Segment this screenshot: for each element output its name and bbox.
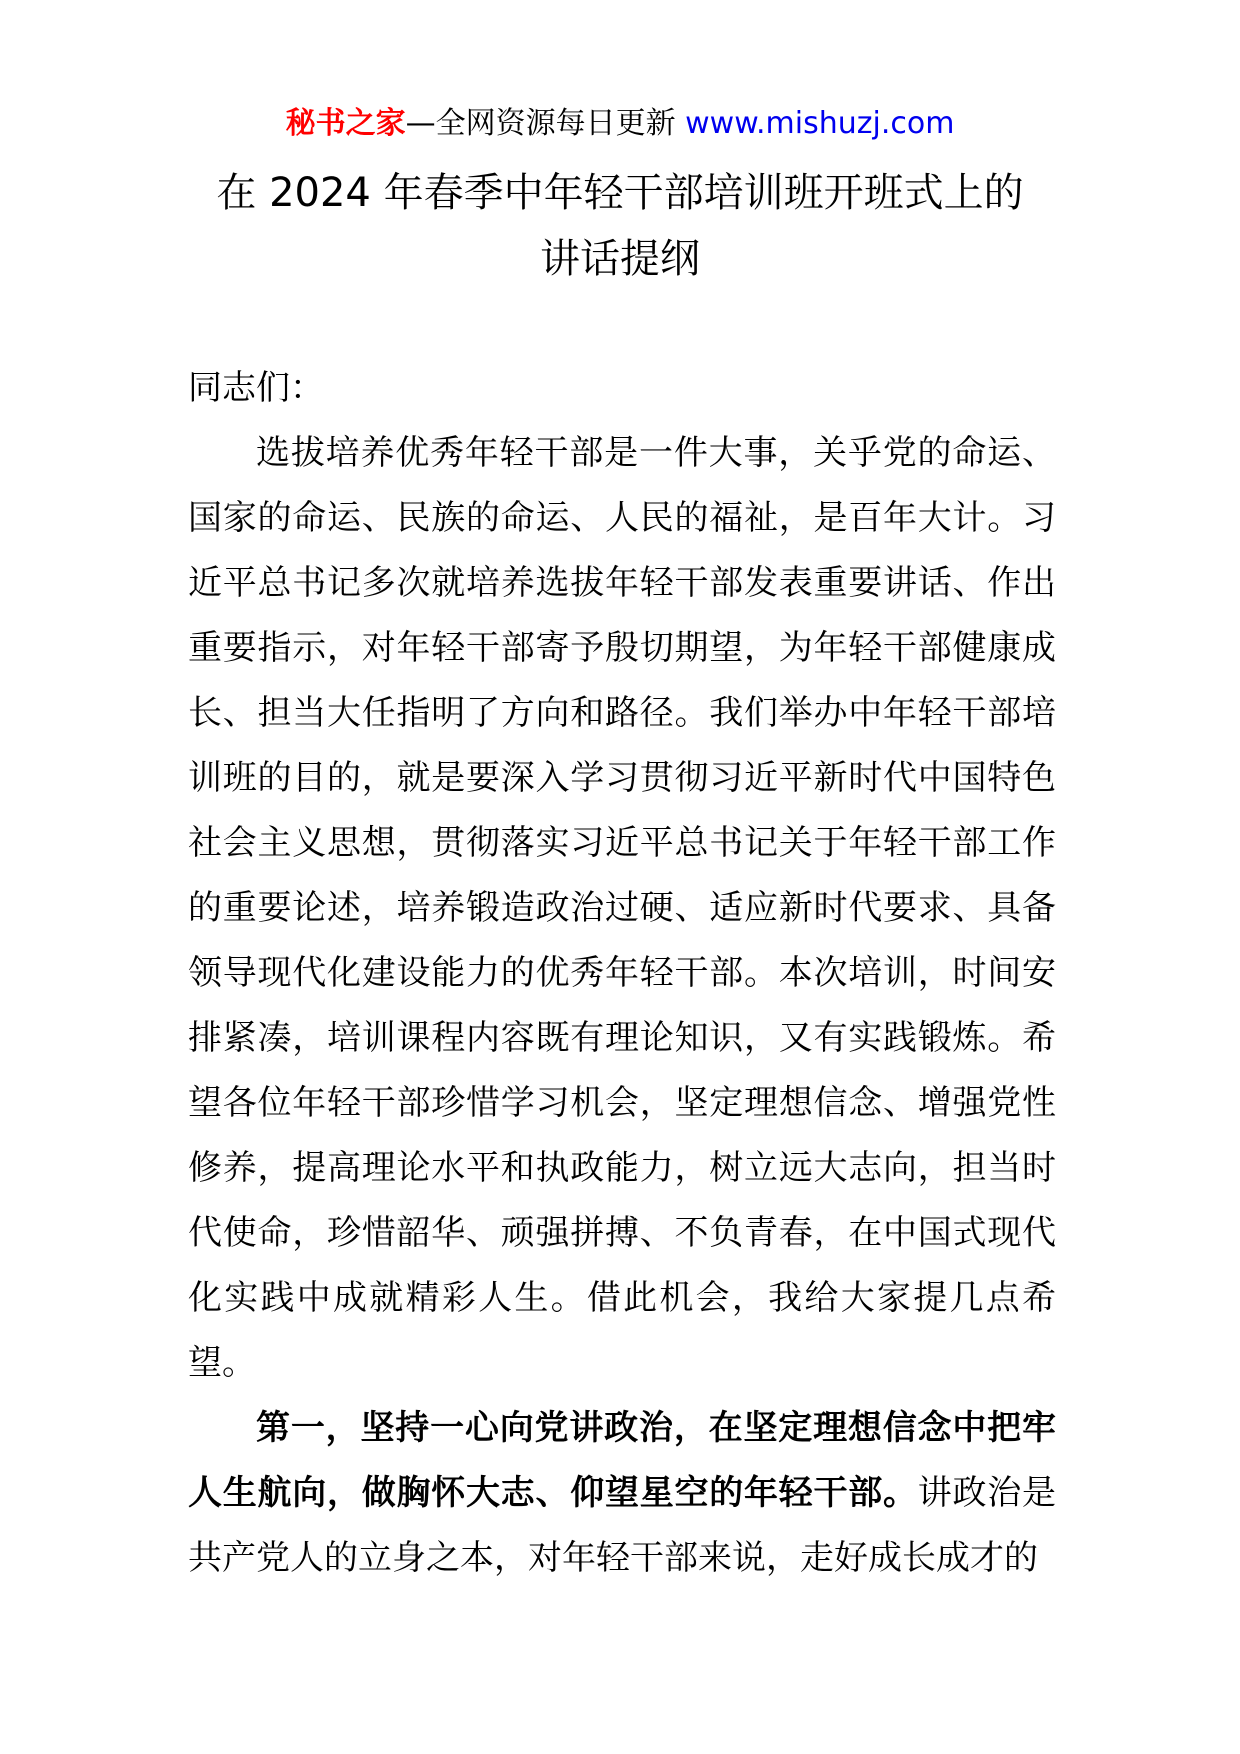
paragraph-1: 选拔培养优秀年轻干部是一件大事，关乎党的命运、国家的命运、民族的命运、人民的福祉，是百年大计。习近平总书记多次就培养选拔年轻干部发表重要讲话、作出重要指示，对年轻干部寄予殷切期望，为年轻干部健康成长、担当大任指明了方向和路径。我们举办中年轻干部培训班的目的，就是要深入学习贯彻习近平新时代中国特色社会主义思想，贯彻落实习近平总书记关于年轻干部工作的重要论述，培养锻造政治过硬、适应新时代要求、具备领导现代化建设能力的优秀年轻干部。本次培训，时间安排紧凑，培训课程内容既有理论知识，又有实践锻炼。希望各位年轻干部珍惜学习机会，坚定理想信念、增强党性修养，提高理论水平和执政能力，树立远大志向，担当时代使命，珍惜韶华、顽强拼搏、不负青春，在中国式现代化实践中成就精彩人生。借此机会，我给大家提几点希望。: [188, 433, 1056, 1383]
paragraph-2-text: 讲政治是共产党人的立身之本，对年轻干部来说，走好成长成才的: [188, 1473, 1056, 1578]
document-body: [188, 356, 1056, 1591]
site-header: [0, 102, 1240, 146]
brand-name: 秘书之家: [285, 106, 406, 141]
title-line-1: 在 2024 年春季中年轻干部培训班开班式上的: [216, 170, 1024, 216]
header-tagline: —全网资源每日更新: [405, 106, 676, 141]
title-line-2: 讲话提纲: [540, 236, 700, 282]
salutation: 同志们：: [188, 368, 324, 408]
paragraph-2: [188, 1396, 1056, 1591]
document-title: [0, 160, 1240, 292]
site-url-link[interactable]: www.mishuzj.com: [685, 106, 955, 141]
paragraph-2-lead: 第一，坚持一心向党讲政治，在坚定理想信念中把牢人生航向，做胸怀大志、仰望星空的年轻干部。: [188, 1408, 1056, 1513]
